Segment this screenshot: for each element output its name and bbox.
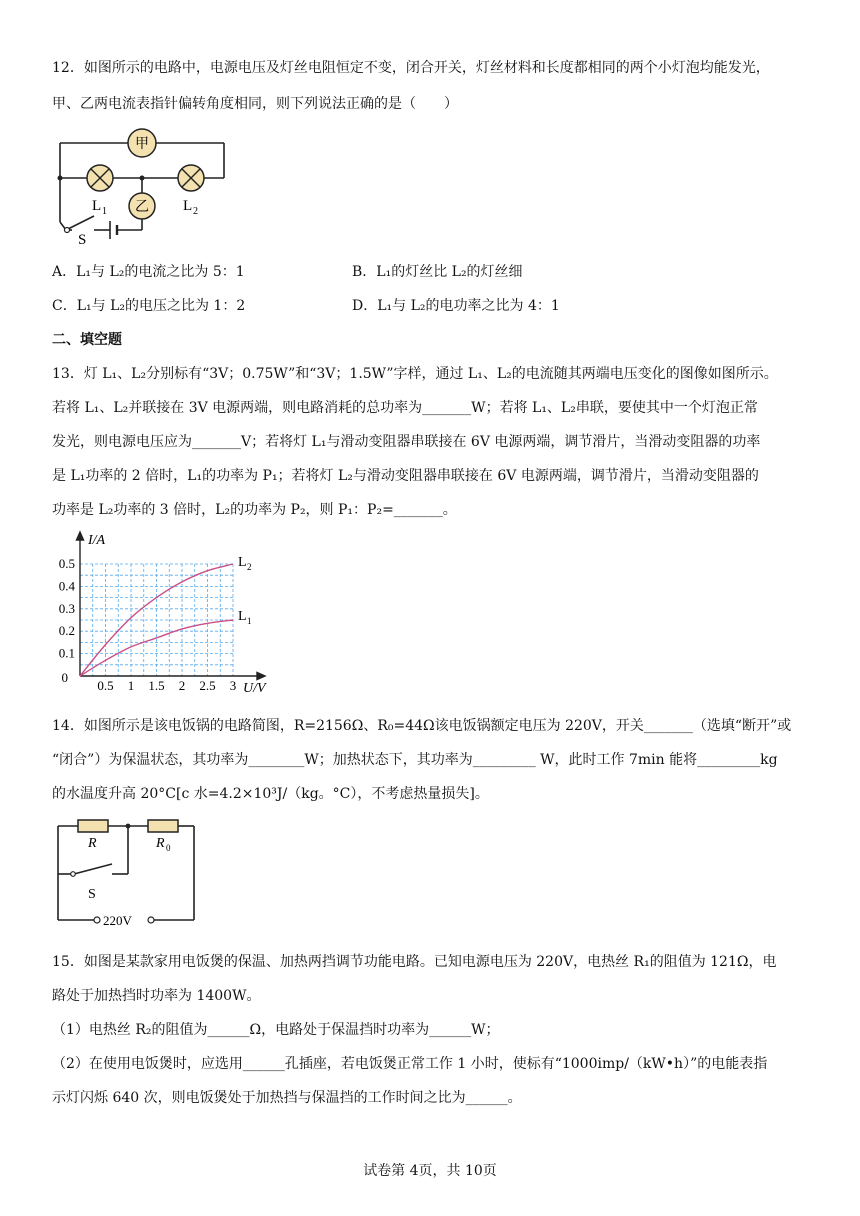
y-axis-label: I/A [88, 533, 106, 548]
ammeter-jia-icon [128, 129, 156, 157]
y-tick-label: 0.1 [58, 645, 75, 661]
series-label: L [238, 609, 247, 624]
ammeter-yi-icon [129, 193, 155, 219]
q13-text-line-3: 发光，则电源电压应为_______V；若将灯 L₁与滑动变阻器串联接在 6V 电源两端，调节滑片，当滑动变阻器的功率 [52, 434, 761, 450]
y-tick-label: 0.2 [58, 623, 75, 639]
q14-text-line-3: 的水温度升高 20°C[c 水=4.2×10³J/（kg。°C），不考虑热量损失]。 [52, 786, 489, 802]
lamp1-subscript: 1 [102, 206, 107, 217]
q15-text-line-4: （2）在使用电饭煲时，应选用______孔插座，若电饭煲正常工作 1 小时，使标有“1000imp/（kW•h）”的电能表指 [52, 1056, 768, 1072]
origin-label: 0 [61, 670, 68, 685]
q12-option-c: C．L₁与 L₂的电压之比为 1：2 [52, 298, 246, 314]
lamp-l1-icon [87, 165, 113, 191]
q12-circuit-diagram [52, 126, 242, 246]
switch-s-label: S [88, 887, 96, 902]
series-label-subscript: 2 [247, 562, 252, 572]
x-axis-arrow-icon [257, 673, 265, 680]
y-tick-label: 0.4 [58, 578, 75, 594]
voltage-label: 220V [103, 913, 132, 928]
q13-text-line-1: 13．灯 L₁、L₂分别标有“3V；0.75W”和“3V；1.5W”字样，通过 L₁、L₂的电流随其两端电压变化的图像如图所示。 [52, 366, 778, 382]
x-axis-label: U/V [243, 681, 266, 695]
q13-text-line-2: 若将 L₁、L₂并联接在 3V 电源两端，则电路消耗的总功率为_______W；若将 L₁、L₂串联，要使其中一个灯泡正常 [52, 400, 758, 416]
q15-text-line-3: （1）电热丝 R₂的阻值为______Ω，电路处于保温挡时功率为______W； [52, 1022, 500, 1038]
y-axis-arrow-icon [77, 532, 84, 540]
q12-text-line-1: 12．如图所示的电路中，电源电压及灯丝电阻恒定不变，闭合开关，灯丝材料和长度都相同的两个小灯泡均能发光， [52, 60, 770, 76]
series-label-subscript: 1 [247, 616, 252, 626]
q14-text-line-1: 14．如图所示是该电饭锅的电路简图，R=2156Ω、R₀=44Ω该电饭锅额定电压为 220V，开关_______（选填“断开”或 [52, 718, 792, 734]
q14-circuit-diagram [52, 812, 202, 930]
y-tick-label: 0.5 [58, 556, 75, 571]
x-tick-label: 0.5 [97, 678, 114, 693]
q12-option-a: A．L₁与 L₂的电流之比为 5：1 [52, 264, 245, 280]
q13-text-line-5: 功率是 L₂功率的 3 倍时，L₂的功率为 P₂，则 P₁：P₂=_______。 [52, 502, 457, 518]
x-tick-label: 1.5 [148, 678, 165, 693]
meter-top-label: 甲 [135, 137, 149, 152]
resistor-r0-icon [148, 820, 178, 832]
q15-text-line-1: 15．如图是某款家用电饭煲的保温、加热两挡调节功能电路。已知电源电压为 220V，电热丝 R₁的阻值为 121Ω，电 [52, 954, 777, 970]
q12-text-line-2: 甲、乙两电流表指针偏转角度相同，则下列说法正确的是（ ） [52, 96, 458, 112]
lamp2-subscript: 2 [193, 206, 198, 217]
series-label: L [238, 555, 247, 570]
q14-text-line-2: “闭合”）为保温状态，其功率为________W；加热状态下，其功率为_________ W，此时工作 7min 能将_________kg [52, 752, 778, 768]
x-tick-label: 2.5 [199, 678, 216, 693]
section-heading: 二、填空题 [52, 332, 122, 348]
lamp-l2-icon [178, 165, 204, 191]
page-footer: 试卷第 4页，共 10页 [363, 1163, 497, 1179]
resistor-r0-subscript: 0 [166, 843, 171, 853]
iu-graph-chart [52, 530, 292, 695]
q12-option-d: D．L₁与 L₂的电功率之比为 4：1 [352, 298, 560, 314]
q15-text-line-2: 路处于加热挡时功率为 1400W。 [52, 988, 261, 1004]
y-tick-label: 0.3 [58, 600, 75, 616]
q15-text-line-5: 示灯闪烁 640 次，则电饭煲处于加热挡与保温挡的工作时间之比为______。 [52, 1090, 522, 1106]
q13-text-line-4: 是 L₁功率的 2 倍时，L₁的功率为 P₁；若将灯 L₂与滑动变阻器串联接在 6V 电源两端，调节滑片，当滑动变阻器的 [52, 468, 759, 484]
resistor-r-label: R [88, 836, 97, 851]
lamp2-label: L [183, 198, 193, 214]
switch-label: S [78, 232, 87, 246]
q12-option-b: B．L₁的灯丝比 L₂的灯丝细 [352, 264, 523, 280]
meter-mid-label: 乙 [135, 200, 149, 215]
lamp1-label: L [92, 198, 102, 214]
x-tick-label: 3 [229, 678, 237, 693]
resistor-r0-label: R [156, 836, 165, 851]
x-tick-label: 2 [178, 678, 186, 693]
resistor-r-icon [78, 820, 108, 832]
x-tick-label: 1 [127, 678, 135, 693]
